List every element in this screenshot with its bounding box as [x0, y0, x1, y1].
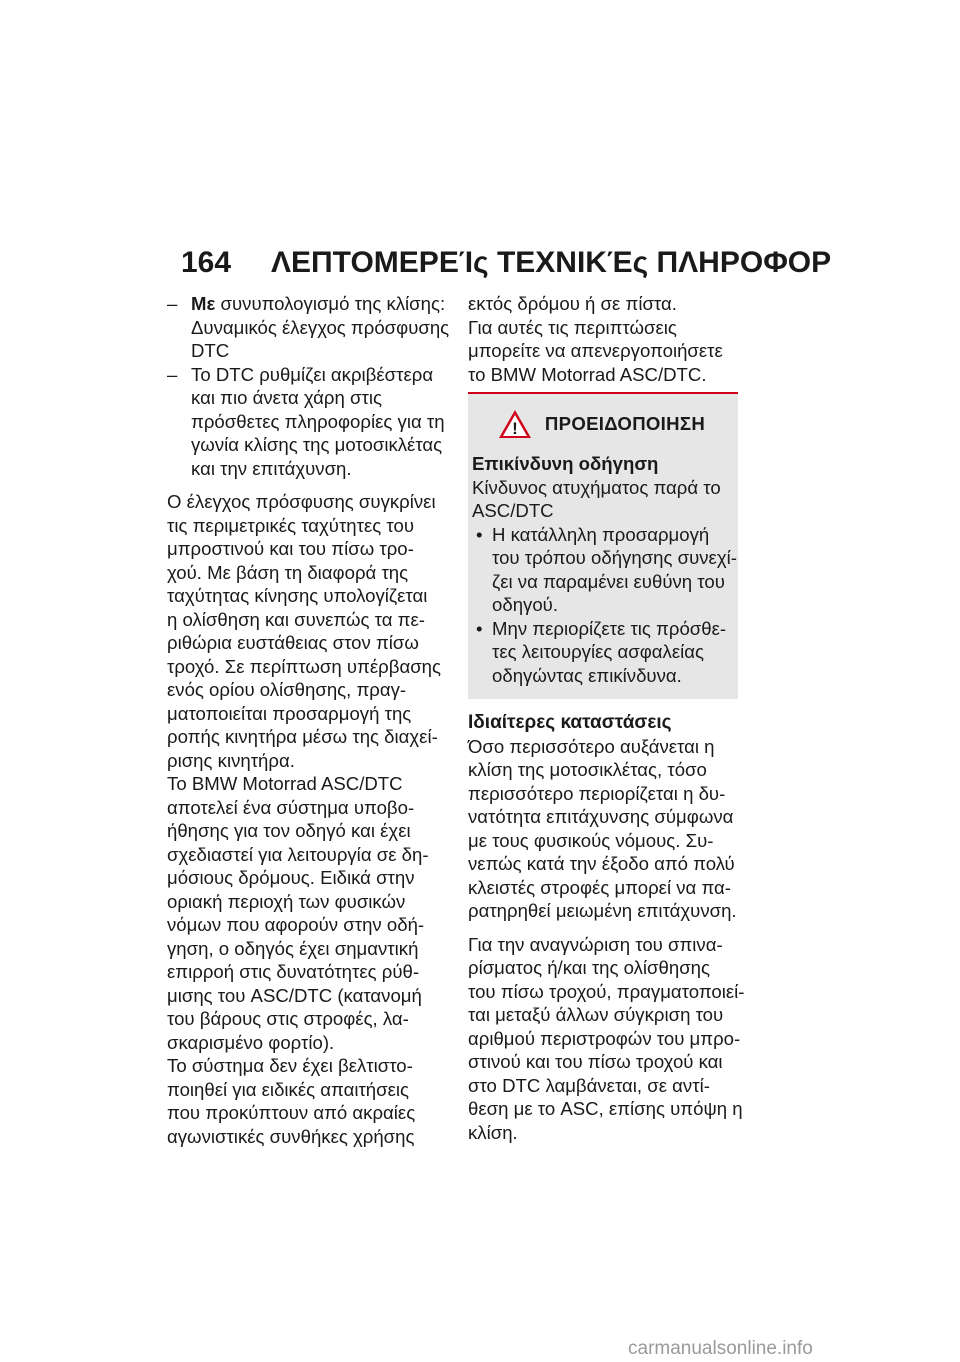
- text-line: αποτελεί ένα σύστημα υποβο-: [167, 796, 415, 818]
- text-line: που προκύπτουν από ακραίες: [167, 1102, 416, 1123]
- dash-marker: –: [167, 363, 178, 385]
- text-line: ματοποιείται προσαρμογή της: [167, 702, 412, 724]
- text-line: Το DTC ρυθμίζει ακριβέστερα: [191, 363, 434, 385]
- text-line: μπροστινού και του πίσω τρο-: [167, 538, 414, 559]
- bullet-marker: •: [476, 523, 483, 545]
- text-line: Κίνδυνος ατυχήματος παρά το: [472, 476, 721, 498]
- text-line: στο DTC λαμβάνεται, σε αντί-: [468, 1074, 710, 1096]
- text-line: και πιο άνετα χάρη στις: [191, 387, 382, 408]
- text-line: επιρροή στις δυνατότητες ρύθ-: [167, 961, 420, 982]
- text-line: ενός ορίου ολίσθησης, πραγ-: [167, 679, 407, 700]
- bullet-marker: •: [476, 617, 483, 639]
- text-line: χού. Με βάση τη διαφορά της: [167, 561, 409, 583]
- warning-subtitle: Επικίνδυνη οδήγηση: [472, 453, 659, 474]
- text-line: Ο έλεγχος πρόσφυσης συγκρίνει: [167, 491, 436, 512]
- text-line: γηση, ο οδηγός έχει σημαντική: [167, 937, 419, 959]
- text-line: DTC: [191, 340, 230, 361]
- warning-title: ΠΡΟΕΙΔΟΠΟΙΗΣΗ: [544, 413, 706, 435]
- text-line: αγωνιστικές συνθήκες χρήσης: [167, 1125, 415, 1147]
- left-column: [167, 292, 450, 1148]
- text-line: του τρόπου οδήγησης συνεχί-: [492, 547, 737, 568]
- text-line: με τους φυσικούς νόμους. Συ-: [468, 829, 714, 851]
- text-line: πρόσθετες πληροφορίες για τη: [191, 410, 445, 432]
- text-line: σχεδιαστεί για λειτουργία σε δη-: [167, 843, 429, 865]
- text-line: μπορείτε να απενεργοποιήσετε: [468, 340, 723, 361]
- right-column: [468, 292, 745, 1144]
- text-line: συνυπολογισμό της κλίσης:: [220, 293, 446, 314]
- text-line: Το BMW Motorrad ASC/DTC: [167, 773, 403, 794]
- page-header: [181, 246, 831, 290]
- item-lead: Με: [191, 293, 216, 314]
- text-line: τες λειτουργίες ασφαλείας: [492, 641, 704, 662]
- text-line: κλειστές στροφές μπορεί να πα-: [468, 876, 731, 898]
- text-line: αριθμού περιστροφών του μπρο-: [468, 1027, 741, 1049]
- text-line: ροπής κινητήρα μέσω της διαχεί-: [167, 726, 438, 747]
- body-paragraph: [468, 735, 738, 923]
- warning-bullet: [472, 523, 737, 617]
- text-line: οδηγώντας επικίνδυνα.: [492, 664, 682, 686]
- text-line: οδηγού.: [492, 594, 559, 615]
- text-line: μόσιους δρόμους. Ειδικά στην: [167, 867, 415, 888]
- section-heading: Ιδιαίτερες καταστάσεις: [468, 712, 672, 733]
- text-line: ζει να παραμένει ευθύνη του: [492, 570, 725, 592]
- text-line: ποιηθεί για ειδικές απαιτήσεις: [167, 1078, 410, 1100]
- text-line: εκτός δρόμου ή σε πίστα.: [468, 293, 677, 314]
- text-line: νόμων που αφορούν στην οδή-: [167, 914, 425, 935]
- body-paragraph: [468, 933, 745, 1145]
- text-line: ρισης κινητήρα.: [167, 749, 295, 771]
- text-line: Όσο περισσότερο αυξάνεται η: [468, 735, 715, 757]
- text-line: νεπώς κατά την έξοδο από πολύ: [468, 853, 735, 874]
- text-line: μισης του ASC/DTC (κατανομή: [167, 984, 422, 1006]
- warning-triangle-icon: [497, 408, 533, 440]
- text-line: ρίσματος ή/και της ολίσθησης: [468, 957, 710, 978]
- warning-bullet: [472, 617, 730, 688]
- text-line: θεση με το ASC, επίσης υπόψη η: [468, 1098, 743, 1119]
- text-line: και την επιτάχυνση.: [191, 457, 352, 479]
- text-line: Δυναμικός έλεγχος πρόσφυσης: [191, 316, 450, 338]
- dash-list-item: [167, 363, 445, 481]
- text-line: Για την αναγνώριση του σπινα-: [468, 933, 723, 955]
- warning-box: [468, 394, 738, 699]
- dash-list-item: [167, 292, 450, 363]
- text-line: οριακή περιοχή των φυσικών: [167, 890, 406, 912]
- text-line: η ολίσθηση και συνεπώς τα πε-: [167, 608, 425, 630]
- text-line: κλίση.: [468, 1121, 518, 1143]
- intro-paragraph: [468, 292, 738, 386]
- dash-marker: –: [167, 293, 178, 314]
- text-line: ήθησης για τον οδηγό και έχει: [167, 820, 411, 841]
- text-line: το BMW Motorrad ASC/DTC.: [468, 363, 707, 385]
- text-line: Η κατάλληλη προσαρμογή: [492, 523, 710, 545]
- text-line: σκαρισμένο φορτίο).: [167, 1031, 335, 1053]
- text-line: γωνία κλίσης της μοτοσικλέτας: [191, 434, 443, 455]
- text-line: του πίσω τροχού, πραγματοποιεί-: [468, 980, 745, 1002]
- text-line: κλίση της μοτοσικλέτας, τόσο: [468, 759, 707, 780]
- text-line: περισσότερο περιορίζεται η δυ-: [468, 782, 726, 804]
- warning-header: [472, 408, 730, 440]
- text-line: στινού και του πίσω τροχού και: [468, 1051, 723, 1072]
- text-line: ρατηρηθεί μειωμένη επιτάχυνση.: [468, 900, 737, 921]
- page-number: 164: [181, 246, 232, 279]
- body-paragraph: [167, 490, 445, 1148]
- text-line: ται μεταξύ άλλων σύγκριση του: [468, 1004, 724, 1025]
- text-line: ASC/DTC: [472, 500, 554, 521]
- text-line: Το σύστημα δεν έχει βελτιστο-: [167, 1055, 413, 1076]
- text-line: ταχύτητας κίνησης υπολογίζεται: [167, 585, 428, 606]
- text-line: Μην περιορίζετε τις πρόσθε-: [492, 617, 727, 639]
- text-line: του βάρους στις στροφές, λα-: [167, 1008, 409, 1029]
- watermark: carmanualsonline.info: [628, 1338, 813, 1359]
- text-line: τροχό. Σε περίπτωση υπέρβασης: [167, 655, 441, 677]
- warning-glyph: !: [512, 419, 518, 438]
- section-title: ΛΕΠΤΟΜΕΡΕΊς ΤΕΧΝΙΚΈς ΠΛΗΡΟΦΟΡ: [271, 246, 831, 279]
- text-line: νατότητα επιτάχυνσης σύμφωνα: [468, 806, 734, 827]
- text-line: ριθώρια ευστάθειας στον πίσω: [167, 632, 419, 653]
- text-line: τις περιμετρικές ταχύτητες του: [167, 514, 414, 536]
- text-line: Για αυτές τις περιπτώσεις: [468, 316, 677, 338]
